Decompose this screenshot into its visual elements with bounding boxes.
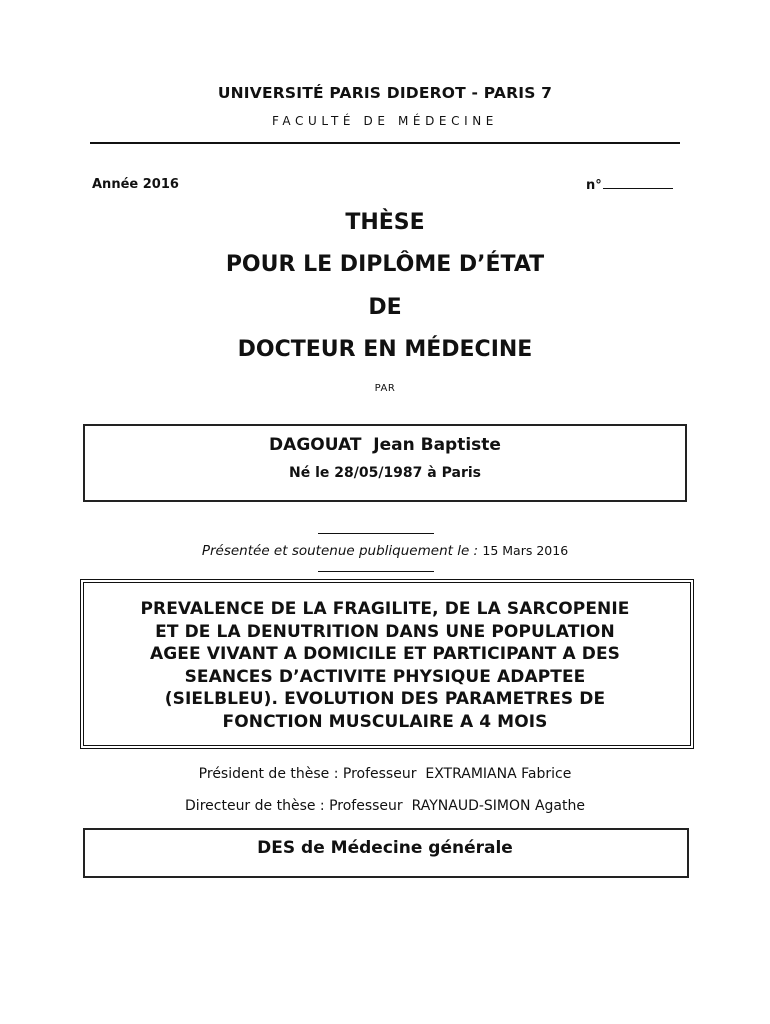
author-name: DAGOUAT Jean Baptiste	[269, 435, 501, 455]
thesis-title-line: ET DE LA DENUTRITION DANS UNE POPULATION	[155, 621, 615, 642]
defense-rule-bottom	[318, 571, 434, 572]
diploma-title-de: DE	[368, 295, 402, 320]
defense-date: 15 Mars 2016	[482, 543, 569, 558]
university-name: UNIVERSITÉ PARIS DIDEROT - PARIS 7	[217, 84, 553, 102]
thesis-director: Directeur de thèse : Professeur RAYNAUD-SIMON Agathe	[185, 798, 585, 814]
thesis-number	[586, 177, 673, 193]
number-blank-line	[603, 177, 673, 189]
defense-rule-top	[318, 533, 434, 534]
year-label: Année 2016	[92, 177, 179, 192]
defense-label: Présentée et soutenue publiquement le :	[201, 543, 483, 559]
thesis-title-line: PREVALENCE DE LA FRAGILITE, DE LA SARCOPENIE	[140, 599, 630, 619]
header-divider	[90, 142, 680, 144]
thesis-president: Président de thèse : Professeur EXTRAMIANA Fabrice	[198, 766, 572, 782]
author-birth: Né le 28/05/1987 à Paris	[289, 465, 481, 481]
number-label: n°	[586, 178, 602, 193]
doc-type-title: THÈSE	[345, 210, 425, 235]
thesis-title	[90, 598, 680, 734]
diploma-title-doctor: DOCTEUR EN MÉDECINE	[237, 337, 533, 362]
thesis-title-line: FONCTION MUSCULAIRE A 4 MOIS	[222, 711, 548, 732]
faculty-name: FACULTÉ DE MÉDECINE	[272, 114, 498, 128]
thesis-title-line: (SIELBLEU). EVOLUTION DES PARAMETRES DE	[164, 689, 606, 710]
by-label: PAR	[374, 383, 396, 394]
diploma-label: DES de Médecine générale	[257, 838, 513, 858]
defense-line	[0, 543, 770, 559]
thesis-title-line: AGEE VIVANT A DOMICILE ET PARTICIPANT A DES	[149, 644, 621, 665]
thesis-title-line: SEANCES D’ACTIVITE PHYSIQUE ADAPTEE	[184, 666, 586, 687]
diploma-title-line: POUR LE DIPLÔME D’ÉTAT	[225, 252, 545, 277]
